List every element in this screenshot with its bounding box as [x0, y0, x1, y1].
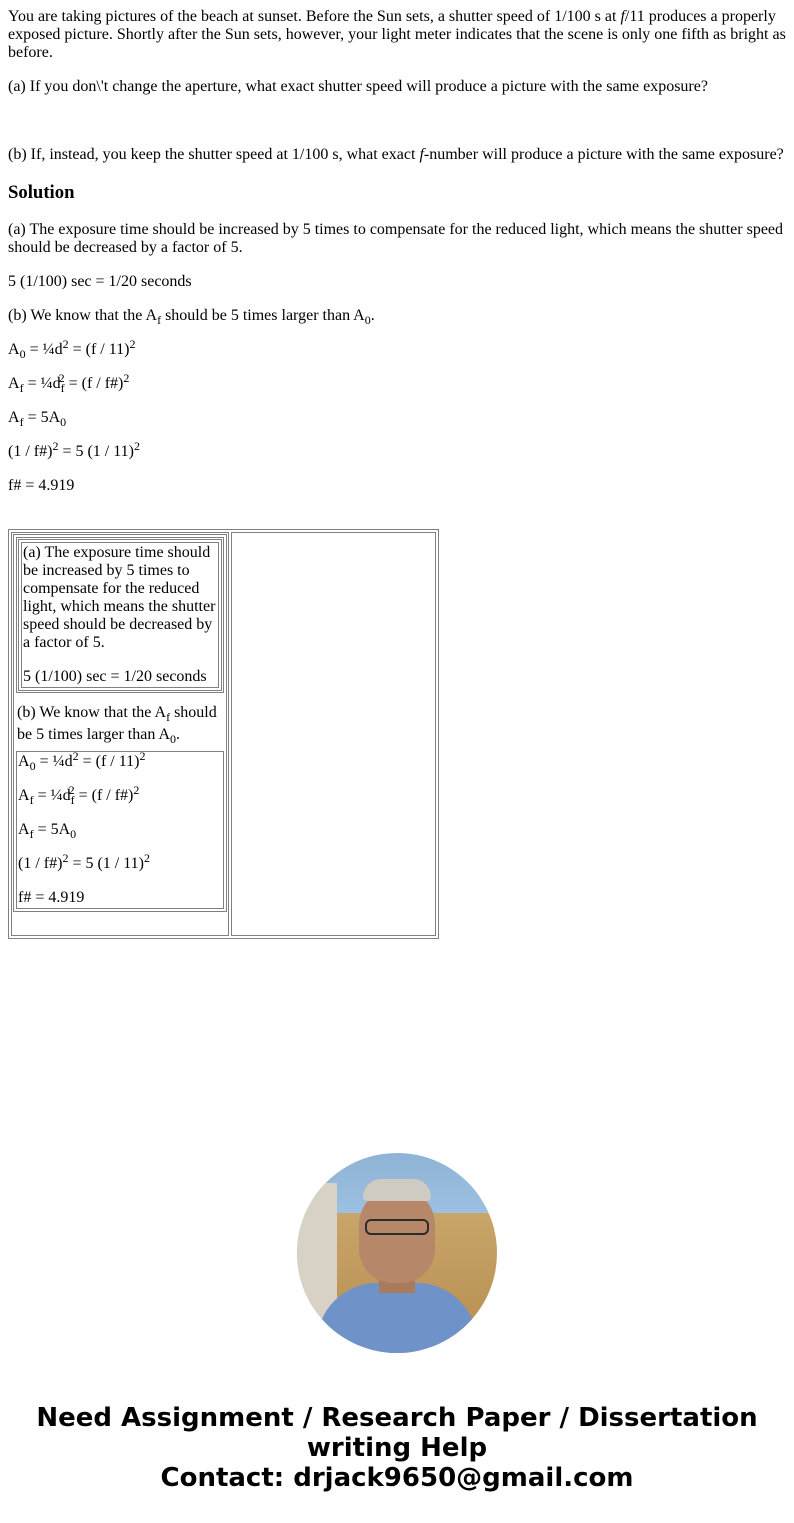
contact-footer — [0, 1403, 794, 1493]
table-equation-af: $A_f$ = $\frac{1}{4}d_f^2 = (f$ / f#)$^2$ — [18, 783, 140, 807]
solution-table-left-cell — [11, 532, 229, 936]
table-equation-a0: $A_0$ = $\frac{1}{4}d^2 = (f / 11)^2$ — [18, 749, 146, 773]
table-equation-af-5a0: $A_f = 5A_0$ — [18, 821, 77, 841]
table-part-a-text: (a) The exposure time should be increased by 5 times to compensate for the reduced light, which means the shutter speed should be decreased by a factor of 5. — [23, 544, 216, 651]
table-equation-ratio: (1 / f#)$^2$ = 5 (1 / 11)$^2$ — [18, 851, 150, 872]
solution-heading: Solution — [8, 182, 75, 203]
document-body — [8, 0, 786, 511]
solution-table — [8, 529, 439, 939]
footer-line-1: Need Assignment / Research Paper / Dissertation — [36, 1403, 758, 1433]
part-a-box — [18, 539, 222, 691]
solution-part-b: (b) We know that the $A_f$ should be 5 times larger than $A_0$. — [8, 307, 375, 327]
solution-inner-table — [13, 534, 227, 912]
table-cell-equations — [16, 751, 224, 909]
table-part-a-calc: 5 (1/100) sec = 1/20 seconds — [23, 668, 207, 685]
problem-intro: You are taking pictures of the beach at sunset. Before the Sun sets, a shutter speed of 1/100 s at f/11 produces a properly exposed picture. Shortly after the Sun sets, however, your light meter indicates that the scene is only one fifth as bright as before. — [8, 8, 786, 61]
solution-part-a-calc: 5 (1/100) sec = 1/20 seconds — [8, 273, 192, 290]
solution-table-empty-cell — [231, 532, 436, 936]
table-equation-result: f# = 4.919 — [18, 889, 85, 906]
problem-part-a: (a) If you don\'t change the aperture, what exact shutter speed will produce a picture with the same exposure? — [8, 78, 708, 95]
equation-af: $A_f$ = $\frac{1}{4}d_f^2 = (f$ / f#)$^2$ — [8, 371, 130, 395]
problem-part-b: (b) If, instead, you keep the shutter speed at 1/100 s, what exact f-number will produce a picture with the same exposure? — [8, 146, 784, 163]
author-avatar — [297, 1153, 497, 1353]
solution-part-a: (a) The exposure time should be increased by 5 times to compensate for the reduced light, which means the shutter speed should be decreased by a factor of 5. — [8, 221, 784, 256]
equation-result: f# = 4.919 — [8, 477, 75, 494]
table-part-b-text: (b) We know that the $A_f$ should be 5 times larger than $A_0$. — [17, 704, 217, 746]
footer-line-2: writing Help — [306, 1433, 488, 1463]
equation-af-5a0: $A_f = 5A_0$ — [8, 409, 67, 429]
footer-contact: Contact: drjack9650@gmail.com — [160, 1463, 634, 1493]
equation-ratio: (1 / f#)$^2$ = 5 (1 / 11)$^2$ — [8, 439, 140, 460]
equation-a0: $A_0$ = $\frac{1}{4}d^2 = (f / 11)^2$ — [8, 337, 136, 361]
table-cell-part-b — [16, 695, 224, 749]
table-cell-part-a — [16, 537, 224, 693]
